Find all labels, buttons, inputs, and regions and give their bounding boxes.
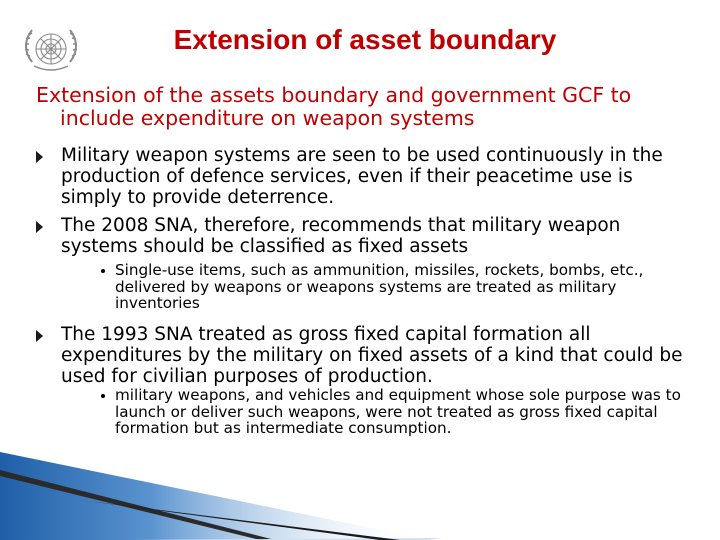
bullet-2	[36, 215, 696, 257]
footer-decoration	[0, 452, 720, 540]
triangle-bullet-icon	[36, 330, 43, 342]
sub-bullet-2-text: military weapons, and vehicles and equipment whose sole purpose was to launch or deliver such weapons, were not treated as gross fixed capital formation but as intermediate consumption.	[115, 386, 681, 437]
slide-title: Extension of asset boundary	[173, 24, 557, 55]
bullet-1-text: Military weapon systems are seen to be used continuously in the production of defence services, even if their peacetime use is simply to provide deterrence.	[61, 145, 663, 208]
bullet-3	[36, 324, 696, 387]
triangle-bullet-icon	[36, 221, 43, 233]
bullet-1	[36, 145, 696, 208]
subtitle-line-1: Extension of the assets boundary and government GCF to	[36, 83, 632, 107]
bullet-2-text: The 2008 SNA, therefore, recommends that military weapon systems should be classified as fixed assets	[61, 215, 621, 257]
dot-bullet-icon	[101, 269, 105, 273]
dot-bullet-icon	[101, 394, 105, 398]
sub-bullet-1-text: Single-use items, such as ammunition, missiles, rockets, bombs, etc., delivered by weapons or weapons systems are treated as military inventories	[115, 261, 644, 312]
sub-bullet-2	[101, 387, 686, 437]
sub-bullet-1	[101, 262, 686, 312]
bullet-3-text: The 1993 SNA treated as gross fixed capital formation all expenditures by the military on fixed assets of a kind that could be used for civilian purposes of production.	[61, 324, 683, 387]
slide-subtitle	[36, 84, 696, 130]
triangle-bullet-icon	[36, 151, 43, 163]
subtitle-line-2: include expenditure on weapon systems	[60, 106, 475, 130]
